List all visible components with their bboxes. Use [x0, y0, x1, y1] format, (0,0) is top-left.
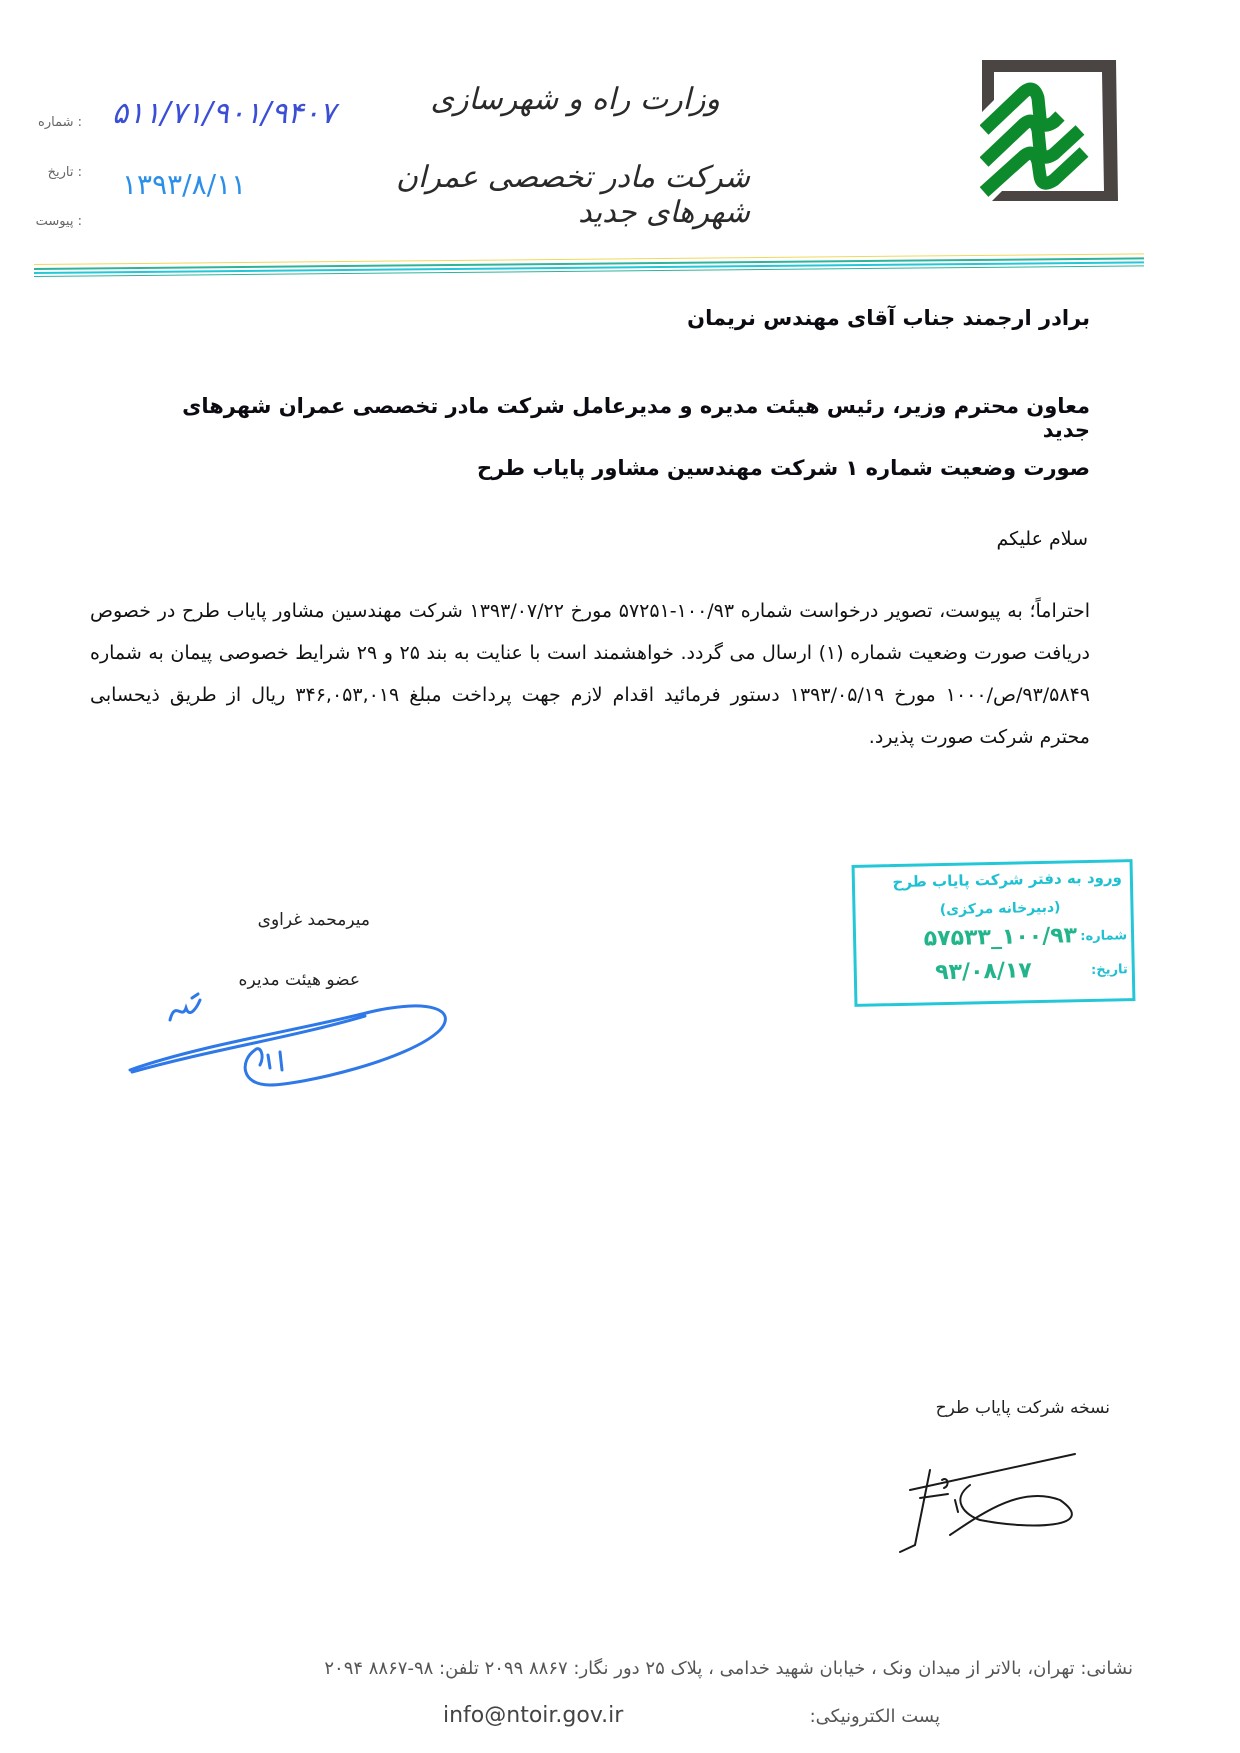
footer-address: نشانی: تهران، بالاتر از میدان ونک ، خیابان شهید خدامی ، پلاک ۲۵ دور نگار: ۸۸۶۷ ۲۰۹۹ تلفن: ۹۸-۸۸۶۷ ۲۰۹۴: [324, 1658, 1133, 1679]
date-label: : تاریخ: [47, 165, 82, 180]
stamp-line-2: (دبیرخانه مرکزی): [939, 899, 1061, 919]
copy-recipient: نسخه شرکت پایاب طرح: [935, 1398, 1110, 1418]
footer-email-link[interactable]: info@ntoir.gov.ir: [443, 1703, 624, 1728]
recipient-line-2: معاون محترم وزیر، رئیس هیئت مدیره و مدیرعامل شرکت مادر تخصصی عمران شهرهای جدید: [182, 394, 1090, 442]
stamp-date-label: تاریخ:: [1090, 962, 1128, 978]
signatory-name: میرمحمد غراوی: [257, 910, 370, 930]
signatory-title: عضو هیئت مدیره: [238, 970, 360, 990]
footer-email-label: پست الکترونیکی:: [809, 1706, 940, 1727]
subject-line: صورت وضعیت شماره ۱ شرکت مهندسین مشاور پایاب طرح: [477, 456, 1090, 480]
ministry-title: وزارت راه و شهرسازی: [430, 82, 720, 117]
signature-primary: [120, 990, 460, 1100]
greeting: سلام علیکم: [996, 528, 1088, 550]
stamp-line-1: ورود به دفتر شرکت پایاب طرح: [892, 868, 1123, 892]
letter-body: احتراماً؛ به پیوست، تصویر درخواست شماره ۱۰۰/۹۳-۵۷۲۵۱ مورخ ۱۳۹۳/۰۷/۲۲ شرکت مهندسین مشاور پایاب طرح در خصوص دریافت صورت وضعیت شماره (۱) ارسال می گردد. خواهشمند است با عنایت به بند ۲۵ و ۲۹ شرایط خصوصی پیمان به شماره ۹۳/۵۸۴۹/ص/۱۰۰۰ مورخ ۱۳۹۳/۰۵/۱۹ دستور فرمائید اقدام لازم جهت پرداخت مبلغ ۳۴۶,۰۵۳,۰۱۹ ریال از طریق ذیحسابی محترم شرکت صورت پذیرد.: [90, 600, 1090, 748]
registration-stamp: [852, 859, 1136, 1007]
stamp-number-value: ۱۰۰/۹۳_۵۷۵۳۳: [923, 923, 1078, 952]
signature-copy: [890, 1440, 1100, 1560]
recipient-line-1: برادر ارجمند جناب آقای مهندس نریمان: [687, 306, 1090, 330]
company-title: شرکت مادر تخصصی عمران شهرهای جدید: [395, 160, 750, 230]
stamp-date-value: ۹۳/۰۸/۱۷: [934, 958, 1033, 986]
company-logo: [980, 58, 1120, 203]
number-label: : شماره: [38, 115, 82, 130]
logo-mark-icon: [980, 58, 1120, 203]
letter-date-handwritten: ۱۳۹۳/۸/۱۱: [122, 168, 247, 201]
letter-number-handwritten: ۵۱۱/۷۱/۹۰۱/۹۴۰۷: [112, 96, 336, 131]
stamp-number-label: شماره:: [1080, 928, 1128, 945]
attachment-label: : پیوست: [35, 214, 82, 229]
